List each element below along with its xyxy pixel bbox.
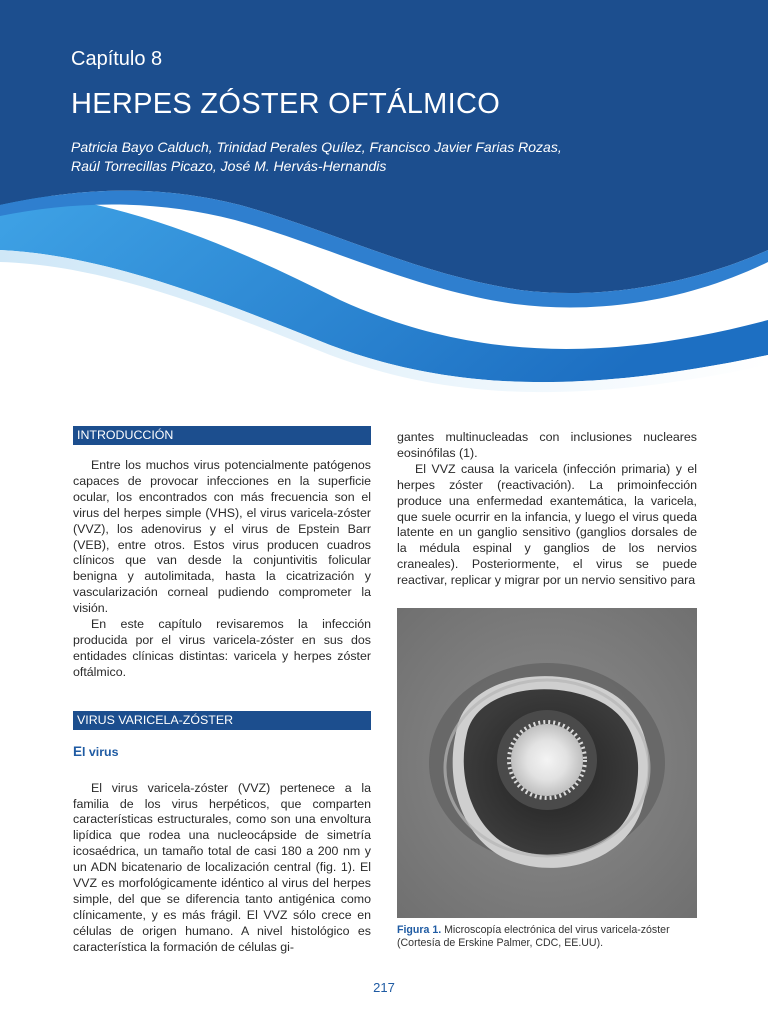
- paragraph: En este capítulo revisaremos la infección producida por el virus varicela-zóster en sus dos entidades clínicas distintas: varicela y herpes zóster oftálmico.: [73, 617, 371, 679]
- authors: [71, 138, 691, 176]
- paragraph: El virus varicela-zóster (VVZ) pertenece a la familia de los virus herpéticos, que comparten características estructurales, como son una envoltura lipídica que rodea una nucleocápside de simetría icosaédrica, un tamaño total de casi 180 a 200 nm y un ADN bicatenario de localización central (fig. 1). El VVZ es morfológicamente idéntico al virus del herpes simple, del que se diferencia tanto antigénica como clínicamente, y es más frágil. El VVZ sólo crece en células de origen humano. A nivel histológico es característica la formación de células gi-: [73, 780, 371, 954]
- paragraph: El VVZ causa la varicela (infección primaria) y el herpes zóster (reactivación). La primoinfección produce una enfermedad exantemática, la varicela, que suele ocurrir en la infancia, y luego el virus queda latente en un ganglio sensitivo (ganglios dorsales de la médula espinal y ganglios de los nervios craneales). Posteriormente, el virus se puede reactivar, replicar y migrar por un nervio sensitivo para: [397, 461, 697, 588]
- right-column: [397, 430, 697, 589]
- paragraph: gantes multinucleadas con inclusiones nucleares eosinófilas (1).: [397, 430, 697, 460]
- left-column: [73, 426, 371, 956]
- subheading-el-virus: [73, 744, 371, 761]
- figure-micrograph: [397, 608, 697, 918]
- section-heading-introduccion: INTRODUCCIÓN: [73, 426, 371, 445]
- figure-caption-text: Microscopía electrónica del virus varicela-zóster (Cortesía de Erskine Palmer, CDC, EE.UU).: [397, 924, 670, 949]
- virus-micrograph-image: [397, 608, 697, 918]
- subheading-rest: l virus: [82, 744, 119, 759]
- authors-line: Raúl Torrecillas Picazo, José M. Hervás-Hernandis: [71, 158, 387, 174]
- figure-caption: [397, 924, 699, 950]
- chapter-number: Capítulo 8: [71, 48, 163, 70]
- authors-line: Patricia Bayo Calduch, Trinidad Perales Quílez, Francisco Javier Farias Rozas,: [71, 139, 562, 155]
- section-heading-vvz: VIRUS VARICELA-ZÓSTER: [73, 711, 371, 730]
- figure-label: Figura 1.: [397, 924, 442, 936]
- subheading-initial: E: [73, 743, 83, 759]
- paragraph: Entre los muchos virus potencialmente patógenos capaces de provocar infecciones en la superficie ocular, los encontrados con más frecuencia son el virus del herpes simple (VHS), el virus varicela-zóster (VVZ), los adenovirus y el virus de Epstein Barr (VEB), entre otros. Estos virus producen cuadros clínicos que van desde la conjuntivitis folicular benigna y autolimitada, hasta la cicatrización y vascularización corneal pudiendo comprometer la visión.: [73, 458, 371, 616]
- chapter-header: [0, 0, 768, 400]
- chapter-title: HERPES ZÓSTER OFTÁLMICO: [71, 88, 501, 120]
- page-number: 217: [373, 980, 395, 995]
